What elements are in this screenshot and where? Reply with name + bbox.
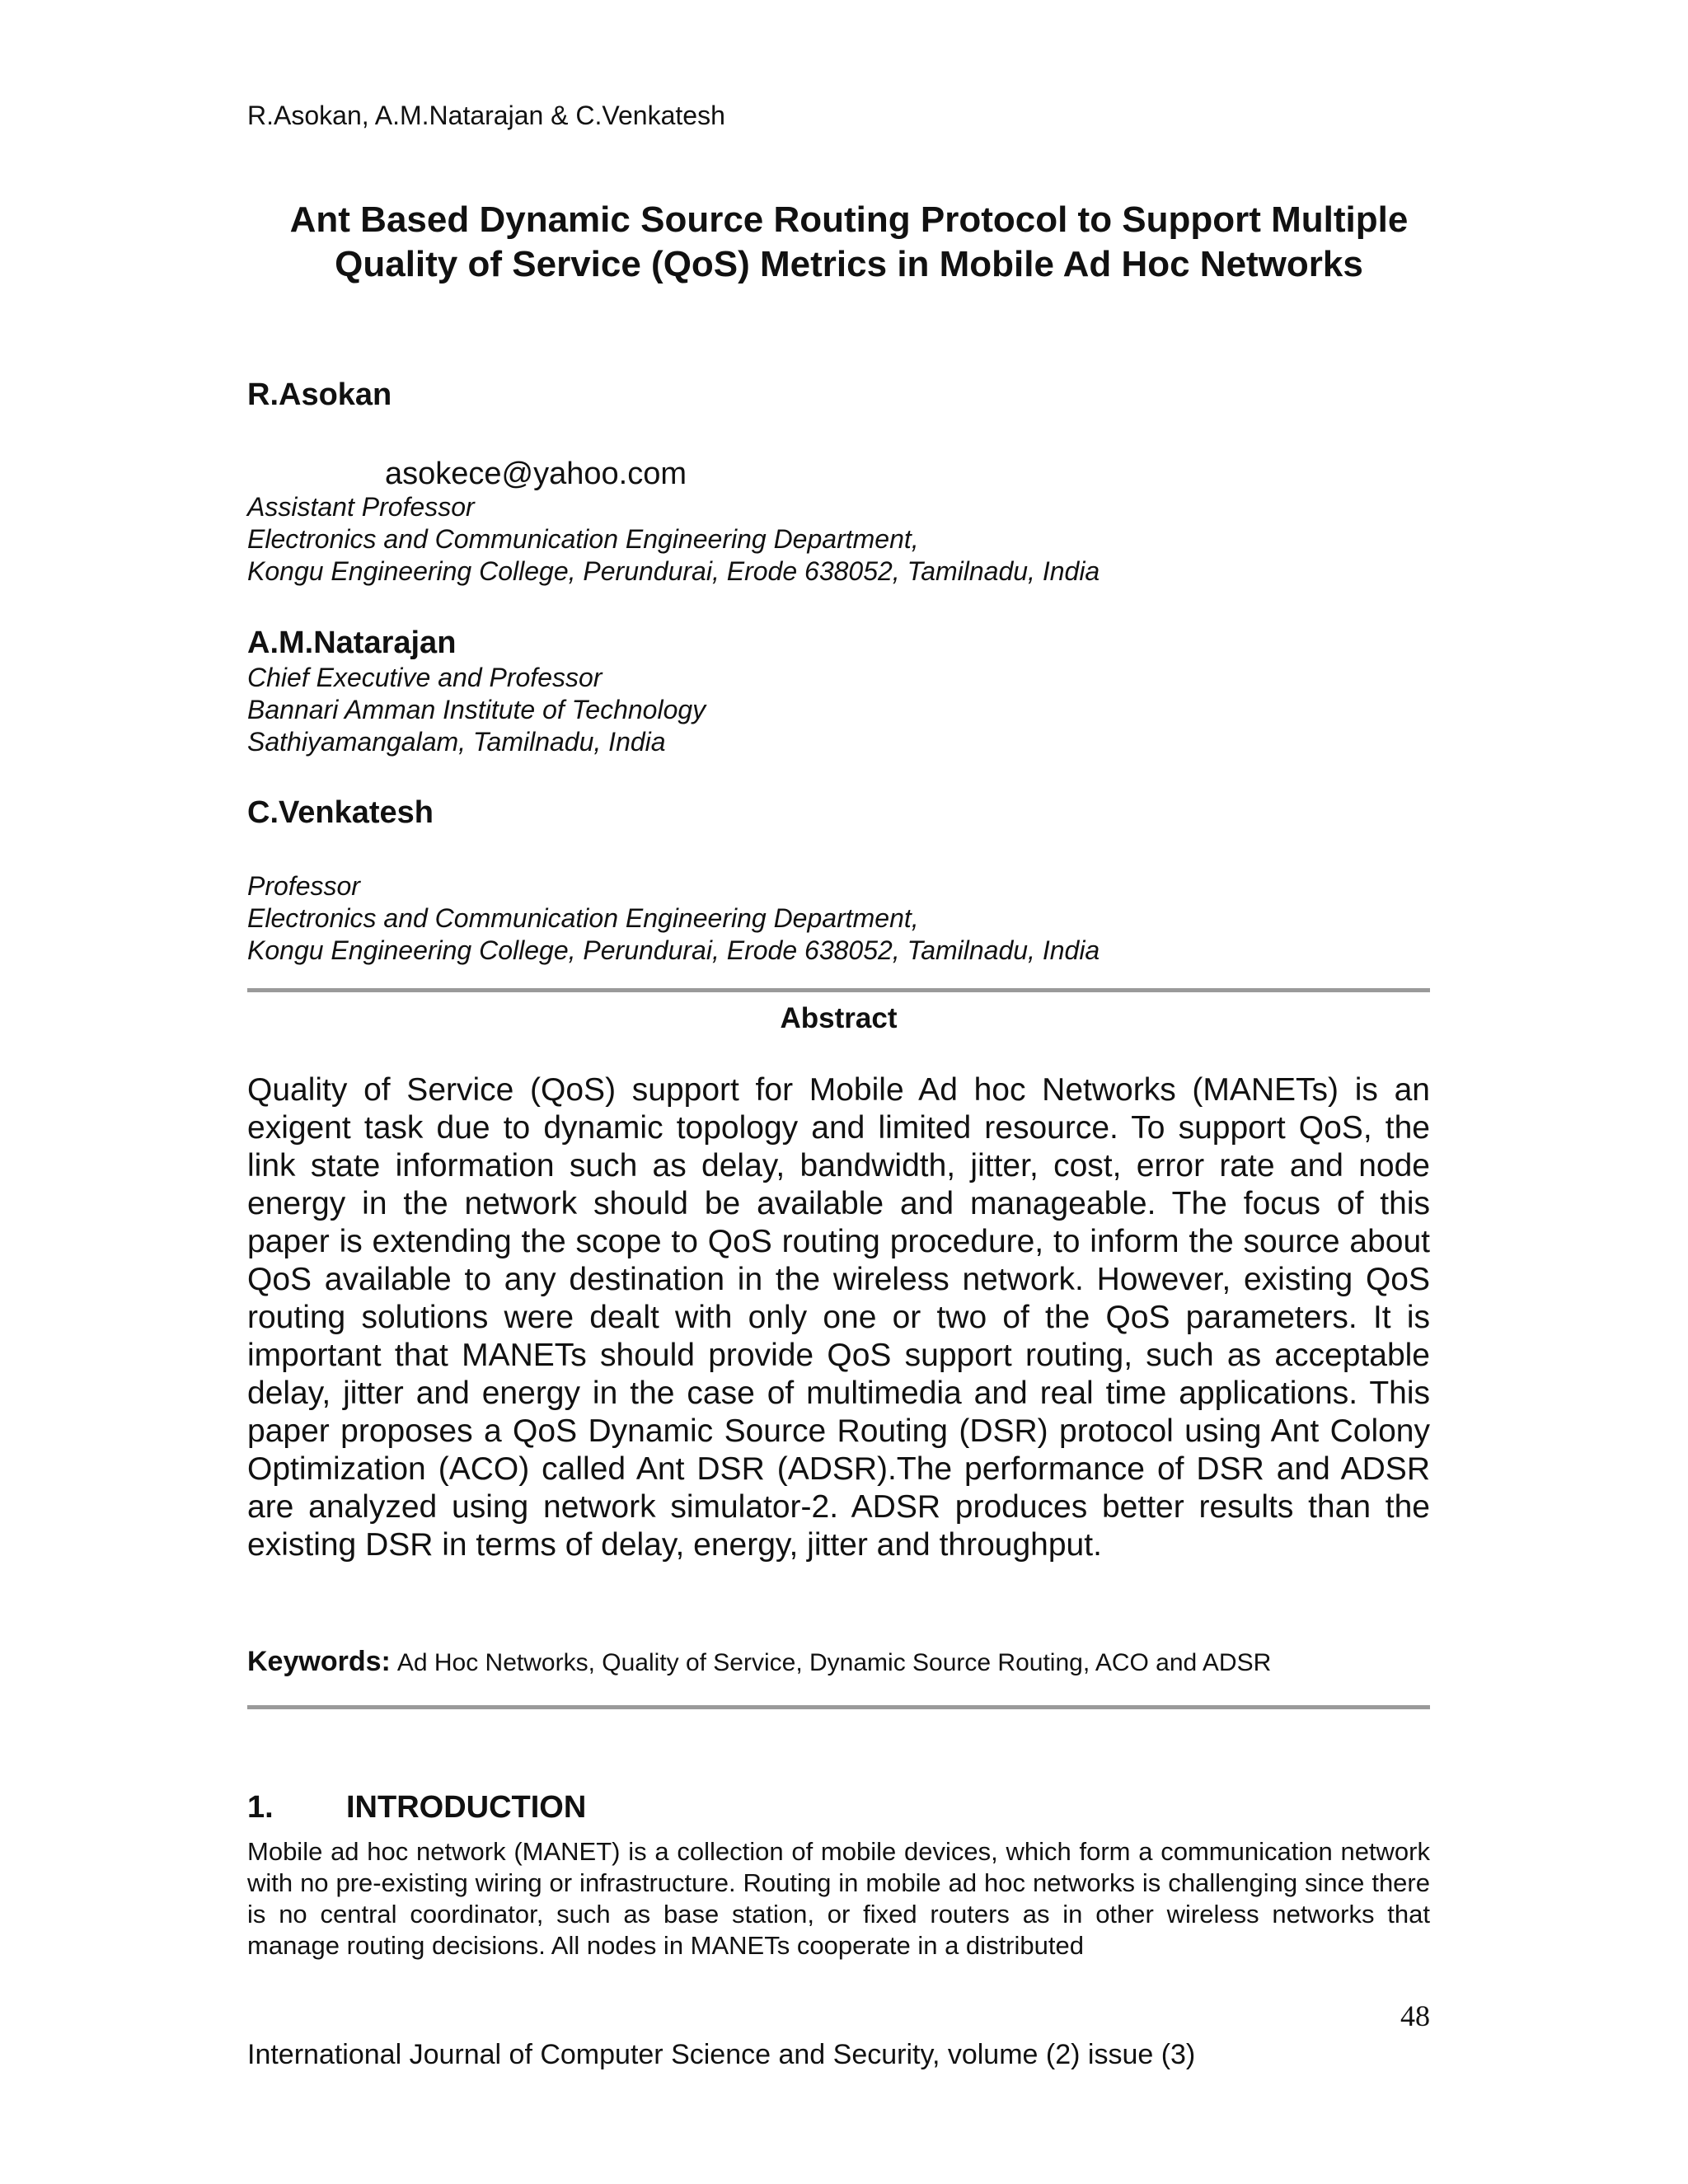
section-number: 1. <box>247 1790 274 1825</box>
running-head: R.Asokan, A.M.Natarajan & C.Venkatesh <box>247 101 725 130</box>
paper-title-line-1: Ant Based Dynamic Source Routing Protocol to Support Multiple <box>289 199 1409 240</box>
paper-title <box>198 198 1500 287</box>
abstract-bottom-rule <box>247 1705 1430 1709</box>
section-heading-introduction <box>247 1788 586 1826</box>
affiliation-line: Kongu Engineering College, Perundurai, Erode 638052, Tamilnadu, India <box>247 935 1100 965</box>
page-number: 48 <box>1400 1999 1430 2032</box>
author-email-asokan[interactable]: asokece@yahoo.com <box>385 457 687 491</box>
affiliation-line: Kongu Engineering College, Perundurai, Erode 638052, Tamilnadu, India <box>247 556 1100 586</box>
affiliation-line: Professor <box>247 871 360 901</box>
affiliation-line: Electronics and Communication Engineering Department, <box>247 903 919 933</box>
keywords <box>247 1646 1430 1679</box>
affiliation-line: Assistant Professor <box>247 492 475 522</box>
author-affiliation-natarajan <box>247 662 706 758</box>
abstract-body: Quality of Service (QoS) support for Mobile Ad hoc Networks (MANETs) is an exigent task due to dynamic topology and limited resource. To support QoS, the link state information such as delay, bandwidth, jitter, cost, error rate and node energy in the network should be available and manageable. The focus of this paper is extending the scope to QoS routing procedure, to inform the source about QoS available to any destination in the wireless network. However, existing QoS routing solutions were dealt with only one or two of the QoS parameters. It is important that MANETs should provide QoS support routing, such as acceptable delay, jitter and energy in the case of multimedia and real time applications. This paper proposes a QoS Dynamic Source Routing (DSR) protocol using Ant Colony Optimization (ACO) called Ant DSR (ADSR).The performance of DSR and ADSR are analyzed using network simulator-2. ADSR produces better results than the existing DSR in terms of delay, energy, jitter and throughput. <box>247 1072 1430 1563</box>
affiliation-line: Sathiyamangalam, Tamilnadu, India <box>247 727 666 757</box>
author-name-asokan: R.Asokan <box>247 377 392 412</box>
affiliation-line: Electronics and Communication Engineering Department, <box>247 524 919 554</box>
section-title: INTRODUCTION <box>346 1790 587 1825</box>
affiliation-line: Bannari Amman Institute of Technology <box>247 695 706 724</box>
affiliation-line: Chief Executive and Professor <box>247 663 603 692</box>
keywords-label: Keywords: <box>247 1646 391 1677</box>
abstract-heading: Abstract <box>780 1002 898 1034</box>
introduction-body: Mobile ad hoc network (MANET) is a collection of mobile devices, which form a communication network with no pre-existing wiring or infrastructure. Routing in mobile ad hoc networks is challenging since there is no central coordinator, such as base station, or fixed routers as in other wireless networks that manage routing decisions. All nodes in MANETs cooperate in a distributed <box>247 1837 1430 1960</box>
keywords-text: Ad Hoc Networks, Quality of Service, Dynamic Source Routing, ACO and ADSR <box>396 1649 1272 1676</box>
paper-title-line-2: Quality of Service (QoS) Metrics in Mobile Ad Hoc Networks <box>335 244 1363 284</box>
author-name-venkatesh: C.Venkatesh <box>247 795 434 830</box>
author-name-natarajan: A.M.Natarajan <box>247 626 457 660</box>
author-affiliation-asokan <box>247 491 1100 588</box>
journal-footer: International Journal of Computer Science and Security, volume (2) issue (3) <box>247 2039 1196 2070</box>
author-affiliation-venkatesh <box>247 870 1100 967</box>
abstract-top-rule <box>247 988 1430 992</box>
